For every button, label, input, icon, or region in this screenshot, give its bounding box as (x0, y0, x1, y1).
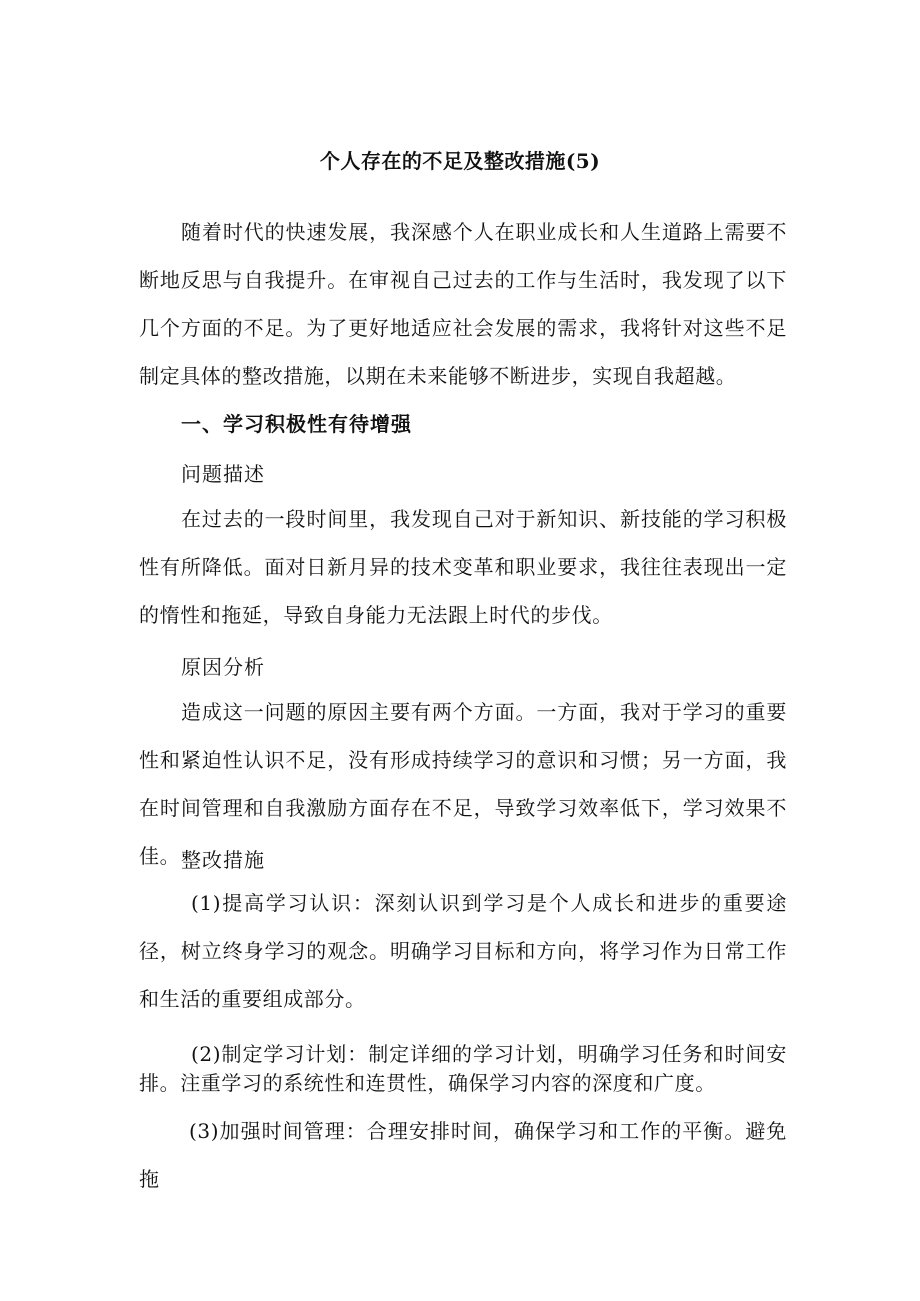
problem-label: 问题描述 (181, 462, 265, 486)
measure-item-3: (3)加强时间管理：合理安排时间，确保学习和工作的平衡。避免拖 (139, 1119, 787, 1191)
cause-paragraph: 造成这一问题的原因主要有两个方面。一方面，我对于学习的重要性和紧迫性认识不足，没有形成持续学习的意识和习惯；另一方面，我在时间管理和自我激励方面存在不足，导致学习效率低下，学习效果不佳。 (139, 700, 787, 868)
measure-item-1: (1)提高学习认识：深刻认识到学习是个人成长和进步的重要途径，树立终身学习的观念。明确学习目标和方向，将学习作为日常工作和生活的重要组成部分。 (139, 891, 787, 1011)
document-title: 个人存在的不足及整改措施(5) (319, 149, 601, 173)
measure-item-2: (2)制定学习计划：制定详细的学习计划，明确学习任务和时间安排。注重学习的系统性和连贯性，确保学习内容的深度和广度。 (139, 1042, 787, 1095)
problem-paragraph: 在过去的一段时间里，我发现自己对于新知识、新技能的学习积极性有所降低。面对日新月异的技术变革和职业要求，我往往表现出一定的惰性和拖延，导致自身能力无法跟上时代的步伐。 (139, 507, 787, 627)
measures-label: 整改措施 (181, 848, 265, 872)
cause-label: 原因分析 (181, 655, 265, 679)
intro-paragraph: 随着时代的快速发展，我深感个人在职业成长和人生道路上需要不断地反思与自我提升。在审视自己过去的工作与生活时，我发现了以下几个方面的不足。为了更好地适应社会发展的需求，我将针对这些不足制定具体的整改措施，以期在未来能够不断进步，实现自我超越。 (139, 220, 787, 388)
section-heading: 一、学习积极性有待增强 (181, 412, 412, 436)
